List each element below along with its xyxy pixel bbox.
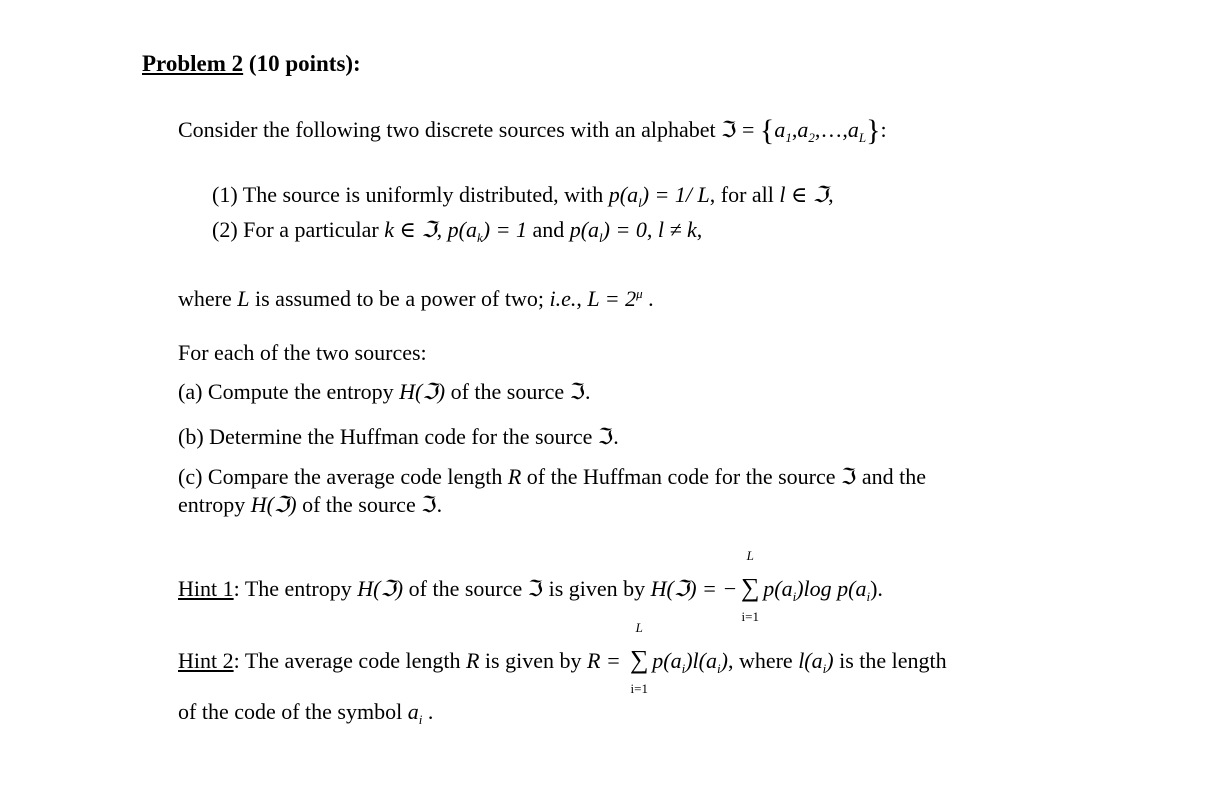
task-a-sym: ℑ (569, 379, 586, 404)
task-c-R: R (507, 464, 522, 489)
brace-open: { (759, 114, 775, 147)
hint-1 (178, 548, 883, 624)
cond1-suffix: , for all (709, 182, 780, 207)
problem-label: Problem 2 (142, 51, 244, 76)
cond2-k: k ∈ ℑ (384, 217, 437, 242)
task-c-line1 (178, 466, 926, 488)
hint-2-term: p(a (652, 648, 682, 673)
hint-1-sub2: i (866, 589, 871, 604)
hint-2-cont-text: of the code of the symbol (178, 699, 408, 724)
task-c-end: . (436, 492, 443, 517)
hint-1-colon: : The entropy (233, 576, 358, 601)
cond1-end: , (828, 182, 834, 207)
cond2-sub1: k (476, 230, 483, 245)
task-c-H: H(ℑ) (250, 492, 297, 517)
where-expr: L = 2 (587, 286, 637, 311)
hint-2-given: is given by (479, 648, 587, 673)
hint-2-cont-end: . (422, 699, 434, 724)
cond2-expr1-rest: ) = 1 (482, 217, 527, 242)
hint-2-tail: is the length (833, 648, 947, 673)
equals-sign: = (736, 117, 760, 142)
sub-1: 1 (785, 130, 792, 145)
hint-2-sub3: i (822, 661, 827, 676)
hint-2-term-end: ) (720, 648, 728, 673)
where-L: L (237, 286, 250, 311)
task-c-line2-mid: of the source (296, 492, 422, 517)
cond1-expr: p(a (608, 182, 639, 207)
cond1-sub: l (638, 195, 642, 210)
hint-1-sum (737, 548, 763, 624)
intro-colon: : (880, 117, 887, 142)
hint-2-sub: i (681, 661, 686, 676)
hint-1-mid: of the source (403, 576, 528, 601)
task-b-prefix: (b) Determine the Huffman code for the source (178, 424, 598, 449)
intro-line: Consider the following two discrete sources with an alphabet ℑ = $\{a_1,a_2,\dots,a_L\}$: (178, 114, 887, 147)
brace-close: } (866, 114, 881, 147)
cond1-cond: l ∈ ℑ (779, 182, 829, 207)
symbol-a2: a (797, 117, 809, 142)
cond2-comma1: , (436, 217, 448, 242)
problem-title (142, 52, 361, 75)
hint-2-l-end: ) (826, 648, 834, 673)
task-a-H: H(ℑ) (399, 379, 446, 404)
cond2-expr2-rest: ) = 0 (602, 217, 647, 242)
cond1-expr-rest: ) = 1/ L (641, 182, 710, 207)
hint-1-sub: i (792, 589, 797, 604)
hint-2 (178, 620, 947, 696)
task-a-end: . (585, 379, 591, 404)
cond2-expr2: p(a (569, 217, 600, 242)
hint-1-sym: ℑ (527, 576, 544, 601)
hint-1-term-rest: )log p(a (796, 576, 867, 601)
task-c-prefix: (c) Compare the average code length (178, 464, 508, 489)
task-c-sym: ℑ (841, 464, 857, 489)
task-a-prefix: (a) Compute the entropy (178, 379, 400, 404)
task-c-line2-prefix: entropy (178, 492, 251, 517)
task-b-sym: ℑ (597, 424, 614, 449)
where-line (178, 287, 654, 310)
cond2-and: and (526, 217, 570, 242)
hint-1-sum-top: L (746, 548, 754, 563)
hint-2-lhs: R = (586, 648, 627, 673)
task-c-line1-end: and the (856, 464, 926, 489)
condition-2 (212, 219, 702, 244)
hint-2-continuation (178, 701, 433, 726)
hint-2-cont-sub: i (418, 712, 423, 727)
hint-2-sum-bottom: i=1 (630, 681, 648, 696)
task-c-mid: of the Huffman code for the source (521, 464, 841, 489)
hint-2-sum (626, 620, 652, 696)
hint-1-label: Hint 1 (178, 576, 234, 601)
hint-1-sum-sign: ∑ (740, 573, 760, 602)
problem-points: (10 points): (243, 51, 361, 76)
hint-2-cont-a: a (407, 699, 419, 724)
intro-text: Consider the following two discrete sources with an alphabet (178, 117, 722, 142)
where-prefix: where (178, 286, 238, 311)
hint-1-sum-bottom: i=1 (741, 609, 759, 624)
task-a-suffix: of the source (445, 379, 570, 404)
cond2-end: , (696, 217, 703, 242)
hint-1-term: p(a (763, 576, 793, 601)
cond2-prefix: (2) For a particular (212, 217, 385, 242)
where-comma: , (576, 286, 588, 311)
symbol-a1: a (774, 117, 786, 142)
where-ie: i.e. (549, 286, 577, 311)
hint-1-end: ). (870, 576, 883, 601)
symbol-aL: a (847, 117, 859, 142)
task-c-line2 (178, 494, 442, 516)
where-middle: is assumed to be a power of two; (249, 286, 550, 311)
sub-2: 2 (808, 130, 815, 145)
for-each-line: For each of the two sources: (178, 340, 427, 365)
cond2-sub2: l (599, 230, 603, 245)
cond2-cond2: l ≠ k (657, 217, 697, 242)
task-c-sym2: ℑ (421, 492, 437, 517)
task-b (178, 426, 619, 448)
hint-2-sub2: i (716, 661, 721, 676)
hint-2-term-mid: )l(a (685, 648, 717, 673)
cond2-comma2: , (646, 217, 658, 242)
alphabet-symbol: ℑ (721, 117, 737, 142)
task-b-end: . (613, 424, 619, 449)
cond2-expr1: p(a (447, 217, 477, 242)
ellipsis: ,…, (814, 117, 848, 142)
task-a (178, 381, 591, 403)
hint-2-sum-top: L (635, 620, 643, 635)
hint-2-label: Hint 2 (178, 648, 234, 673)
hint-2-R: R (465, 648, 480, 673)
hint-2-l: l(a (798, 648, 823, 673)
cond1-prefix: (1) The source is uniformly distributed, with (212, 182, 609, 207)
where-exp: μ (636, 286, 643, 301)
hint-2-colon: : The average code length (233, 648, 466, 673)
hint-2-where: , where (727, 648, 799, 673)
hint-1-lhs: H(ℑ) = − (650, 576, 738, 601)
condition-1 (212, 184, 834, 209)
where-end: . (642, 286, 654, 311)
hint-1-H: H(ℑ) (357, 576, 404, 601)
sub-L: L (858, 130, 867, 145)
hint-2-sum-sign: ∑ (629, 645, 649, 674)
hint-1-given: is given by (543, 576, 651, 601)
